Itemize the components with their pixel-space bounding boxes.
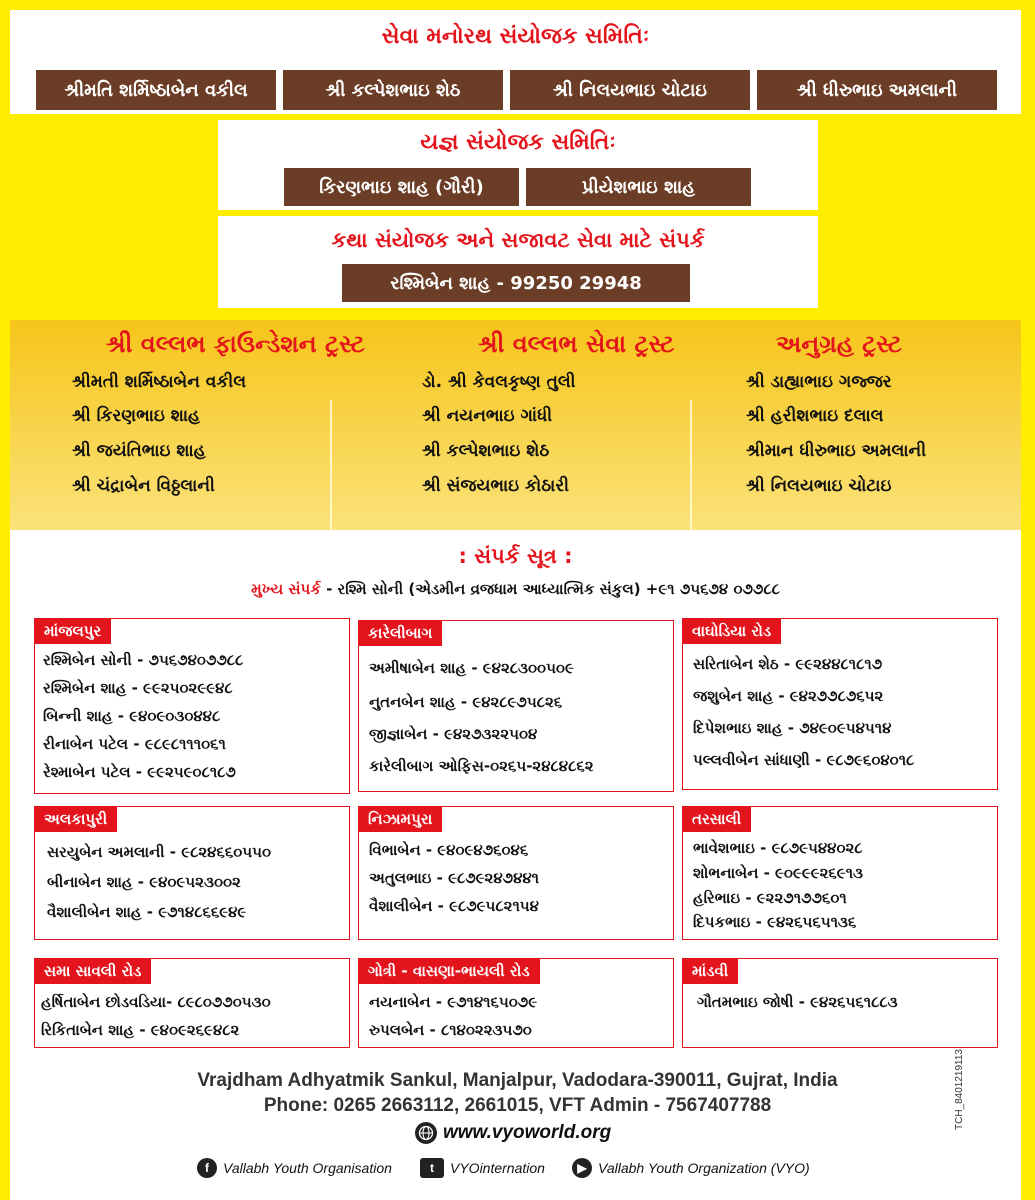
area-box-manjalpur <box>34 618 350 794</box>
contact-row: ભાવેશભાઇ - ૯૮૭૯૫૪૪૦૨૮ <box>693 839 863 857</box>
contact-row: સરિતાબેન શેઠ - ૯૯૨૪૪૮૧૮૧૭ <box>693 655 883 673</box>
area-label: વાઘોડિયા રોડ <box>682 618 781 644</box>
seva-panel <box>10 10 1021 114</box>
footer-address: Vrajdham Adhyatmik Sankul, Manjalpur, Vadodara-390011, Gujrat, India <box>197 1070 838 1091</box>
contact-row: વૈશાલીબેન - ૯૮૭૯૫૮૨૧૫૪ <box>369 897 539 915</box>
website-text: www.vyoworld.org <box>443 1122 612 1143</box>
contact-row: રશ્મિબેન સોની - ૭૫૬૭૪૦૭૭૮૮ <box>43 651 244 669</box>
area-label: કારેલીબાગ <box>358 620 442 646</box>
trust-member: ડો. શ્રી કેવલકૃષ્ણ તુલી <box>422 372 576 392</box>
contact-row: ગૌતમભાઇ જોષી - ૯૪૨૬૫૬૧૮૮૩ <box>697 993 898 1011</box>
contact-row: હર્ષિતાબેન છોડવડિયા- ૮૯૮૦૭૭૦૫૩૦ <box>41 993 271 1011</box>
trust-member: શ્રી સંજયભાઇ કોઠારી <box>422 476 569 496</box>
contact-row: હરિભાઇ - ૯૨૨૭૧૭૭૬૦૧ <box>693 889 847 907</box>
contact-row: રીનાબેન પટેલ - ૯૮૯૮૧૧૧૦૬૧ <box>43 735 226 753</box>
main-contact-label: મુખ્ય સંપર્ક <box>251 580 321 598</box>
area-label: માંડવી <box>682 958 738 984</box>
trust-title-seva: શ્રી વલ્લભ સેવા ટ્રસ્ટ <box>478 330 675 358</box>
yagna-member-2: પ્રીયેશભાઇ શાહ <box>526 168 751 206</box>
trust-title-foundation: શ્રી વલ્લભ ફાઉન્ડેશન ટ્રસ્ટ <box>106 330 365 358</box>
main-contact <box>10 580 1021 598</box>
seva-member-4: શ્રી ધીરુભાઇ અમલાની <box>757 70 997 110</box>
trusts-section <box>10 320 1021 530</box>
trust-member: શ્રીમાન ધીરુભાઇ અમલાની <box>746 441 927 461</box>
facebook-text: Vallabh Youth Organisation <box>223 1160 392 1176</box>
contact-row: જીજ્ઞાબેન - ૯૪૨૭૩૨૨૫૦૪ <box>369 725 538 743</box>
contact-row: પલ્લવીબેન સાંધાણી - ૯૮૭૯૬૦૪૦૧૮ <box>693 751 915 769</box>
katha-panel <box>218 216 818 308</box>
contact-row: દિપેશભાઇ શાહ - ૭૪૯૦૯૫૪૫૧૪ <box>693 719 892 737</box>
katha-title: કથા સંયોજક અને સજાવટ સેવા માટે સંપર્ક <box>331 228 705 252</box>
facebook-icon: f <box>197 1158 217 1178</box>
area-box-nizampura <box>358 806 674 940</box>
area-box-gotri-vasna-bhayli-road <box>358 958 674 1048</box>
seva-member-3: શ્રી નિલયભાઇ ચોટાઇ <box>510 70 750 110</box>
seva-member-2: શ્રી કલ્પેશભાઇ શેઠ <box>283 70 503 110</box>
area-label: તરસાલી <box>682 806 751 832</box>
contact-row: રેશ્માબેન પટેલ - ૯૯૨૫૯૦૮૧૮૭ <box>43 763 236 781</box>
yagna-title: યજ્ઞ સંયોજક સમિતિઃ <box>420 130 616 155</box>
trust-title-anugrah: અનુગ્રહ ટ્રસ્ટ <box>776 330 902 358</box>
trust-member: શ્રી કલ્પેશભાઇ શેઠ <box>422 441 550 461</box>
contact-row: રુપલબેન - ૮૧૪૦૨૨૩૫૭૦ <box>369 1021 532 1039</box>
twitter-text: VYOinternation <box>450 1160 545 1176</box>
trust-divider <box>690 400 692 530</box>
trust-member: શ્રી ચંદ્રાબેન વિઠ્ઠલાની <box>72 476 215 496</box>
trust-member: શ્રીમતી શર્મિષ્ઠાબેન વકીલ <box>72 372 247 392</box>
contact-row: બિન્ની શાહ - ૯૪૦૯૦૩૦૪૪૮ <box>43 707 221 725</box>
seva-title: સેવા મનોરથ સંયોજક સમિતિઃ <box>381 24 650 49</box>
contact-row: શોભનાબેન - ૯૦૯૯૯૨૬૯૧૩ <box>693 864 864 882</box>
website-link[interactable] <box>415 1122 611 1144</box>
contact-row: અતુલભાઇ - ૯૮૭૯૨૪૭૪૪૧ <box>369 869 540 887</box>
area-box-alkapuri <box>34 806 350 940</box>
area-box-waghodia-road <box>682 618 998 790</box>
area-box-karelibaug <box>358 620 674 792</box>
globe-icon <box>415 1122 437 1144</box>
contact-row: નુતનબેન શાહ - ૯૪૨૮૯૭૫૮૨૬ <box>369 693 563 711</box>
area-label: માંજલપુર <box>34 618 111 644</box>
footer-phone: Phone: 0265 2663112, 2661015, VFT Admin - 7567407788 <box>263 1095 772 1116</box>
youtube-icon: ▶ <box>572 1158 592 1178</box>
contact-row: બીનાબેન શાહ - ૯૪૦૯૫૨૩૦૦૨ <box>47 873 241 891</box>
trust-member: શ્રી ડાહ્યાભાઇ ગજ્જર <box>746 372 892 392</box>
area-box-tarsali <box>682 806 998 940</box>
trust-member: શ્રી નયનભાઇ ગાંધી <box>422 406 553 426</box>
seva-member-1: શ્રીમતિ શર્મિષ્ઠાબેન વકીલ <box>36 70 276 110</box>
yagna-member-1: કિરણભાઇ શાહ (ગૌરી) <box>284 168 519 206</box>
trust-member: શ્રી નિલયભાઇ ચોટાઇ <box>746 476 892 496</box>
contact-row: રશ્મિબેન શાહ - ૯૯૨૫૦૨૯૯૪૮ <box>43 679 233 697</box>
contact-row: નયનાબેન - ૯૭૧૪૧૬૫૦૭૯ <box>369 993 538 1011</box>
yagna-panel <box>218 120 818 210</box>
contact-row: રિકિતાબેન શાહ - ૯૪૦૯૨૬૯૪૮૨ <box>41 1021 240 1039</box>
contact-row: જશુબેન શાહ - ૯૪૨૭૭૮૭૬૫૨ <box>693 687 884 705</box>
area-label: અલકાપુરી <box>34 806 117 832</box>
katha-contact: રશ્મિબેન શાહ - 99250 29948 <box>342 264 690 302</box>
contact-title: : સંપર્ક સૂત્ર : <box>458 544 573 568</box>
youtube-link[interactable] <box>572 1158 810 1178</box>
area-label: નિઝામપુરા <box>358 806 442 832</box>
area-box-sama-savli-road <box>34 958 350 1048</box>
contact-row: સરયુબેન અમલાની - ૯૮૨૪૬૬૦૫૫૦ <box>47 843 272 861</box>
contact-row: વિભાબેન - ૯૪૦૯૪૭૬૦૪૬ <box>369 841 529 859</box>
contact-row: કારેલીબાગ ઓફિસ-૦૨૬૫-૨૪૮૪૮૬૨ <box>369 757 594 775</box>
contact-row: દિપકભાઇ - ૯૪૨૬૫૬૫૧૩૬ <box>693 913 857 931</box>
twitter-icon: t <box>420 1158 444 1178</box>
trust-divider <box>330 400 332 530</box>
area-label: ગોત્રી - વાસણા-ભાયલી રોડ <box>358 958 540 984</box>
facebook-link[interactable] <box>197 1158 392 1178</box>
trust-member: શ્રી જયંતિભાઇ શાહ <box>72 441 206 461</box>
area-box-mandvi <box>682 958 998 1048</box>
contact-row: અમીષાબેન શાહ - ૯૪૨૮૩૦૦૫૦૯ <box>369 659 574 677</box>
youtube-text: Vallabh Youth Organization (VYO) <box>598 1160 810 1176</box>
contact-row: વૈશાલીબેન શાહ - ૯૭૧૪૮૬૬૯૪૯ <box>47 903 247 921</box>
trust-member: શ્રી કિરણભાઇ શાહ <box>72 406 201 426</box>
twitter-link[interactable] <box>420 1158 545 1178</box>
main-contact-text: - રશ્મિ સોની (એડમીન વ્રજધામ આધ્યાત્મિક સંકુલ) +૯૧ ૭૫૬૭૪ ૦૭૭૮૮ <box>320 580 780 598</box>
area-label: સમા સાવલી રોડ <box>34 958 151 984</box>
print-code: TCH_8401219113 <box>954 1049 965 1130</box>
trust-member: શ્રી હરીશભાઇ દલાલ <box>746 406 884 426</box>
